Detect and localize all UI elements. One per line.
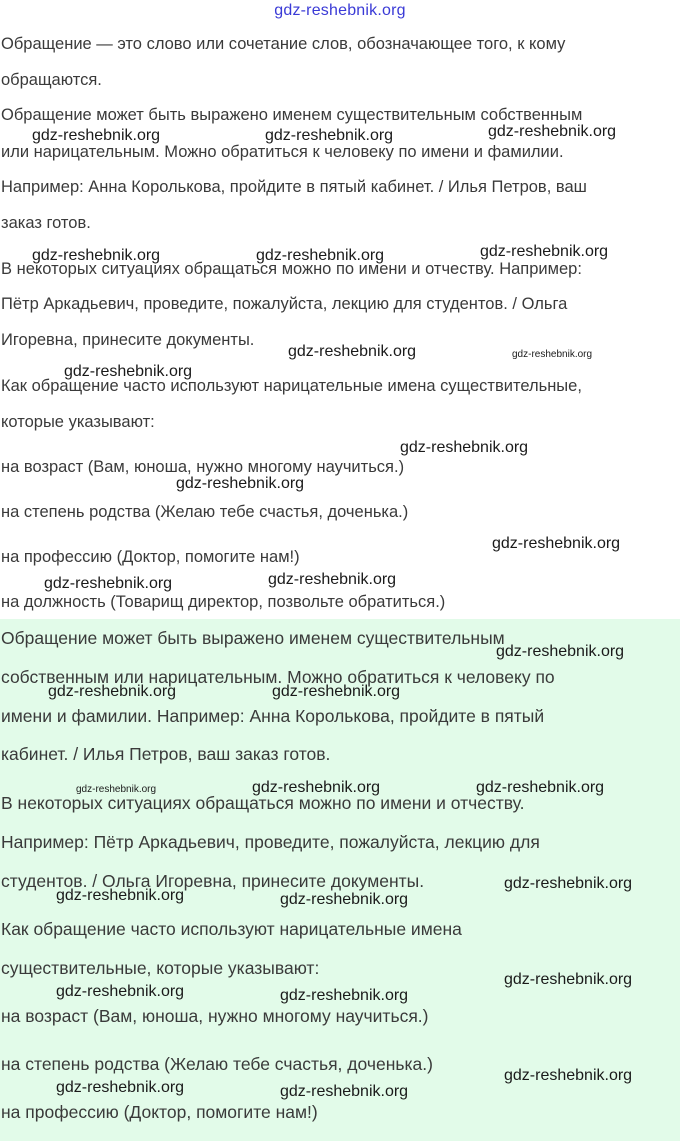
watermark: gdz-reshebnik.org bbox=[504, 971, 633, 988]
watermark: gdz-reshebnik.org bbox=[512, 349, 593, 360]
paragraph-line: Игоревна, принесите документы. bbox=[1, 331, 255, 349]
watermark: gdz-reshebnik.org bbox=[76, 784, 157, 795]
paragraph-line: Обращение может быть выражено именем существительным bbox=[1, 628, 505, 648]
list-item-age: на возраст (Вам, юноша, нужно многому научиться.) bbox=[1, 1006, 429, 1026]
watermark: gdz-reshebnik.org bbox=[400, 439, 529, 456]
paragraph-line: собственным или нарицательным. Можно обратиться к человеку по bbox=[1, 667, 555, 687]
paragraph-line: Обращение может быть выражено именем существительным собственным bbox=[1, 106, 583, 124]
watermark: gdz-reshebnik.org bbox=[268, 571, 397, 588]
watermark: gdz-reshebnik.org bbox=[32, 127, 161, 144]
paragraph-line: Например: Анна Королькова, пройдите в пятый кабинет. / Илья Петров, ваш bbox=[1, 178, 587, 196]
watermark: gdz-reshebnik.org bbox=[280, 1083, 409, 1100]
paragraph-line: В некоторых ситуациях обращаться можно по имени и отчеству. bbox=[1, 793, 525, 813]
watermark: gdz-reshebnik.org bbox=[32, 247, 161, 264]
paragraph-line: кабинет. / Илья Петров, ваш заказ готов. bbox=[1, 744, 331, 764]
paragraph-line: Пётр Аркадьевич, проведите, пожалуйста, лекцию для студентов. / Ольга bbox=[1, 295, 568, 313]
paragraph-line: Как обращение часто используют нарицательные имена bbox=[1, 919, 462, 939]
watermark: gdz-reshebnik.org bbox=[496, 643, 625, 660]
watermark: gdz-reshebnik.org bbox=[64, 363, 193, 380]
list-item-position: на должность (Товарищ директор, позвольте обратиться.) bbox=[1, 593, 446, 611]
list-item-age: на возраст (Вам, юноша, нужно многому научиться.) bbox=[1, 458, 405, 476]
watermark: gdz-reshebnik.org bbox=[56, 1079, 185, 1096]
list-item-kinship: на степень родства (Желаю тебе счастья, доченька.) bbox=[1, 503, 409, 521]
paragraph-line: обращаются. bbox=[1, 71, 102, 89]
watermark: gdz-reshebnik.org bbox=[480, 243, 609, 260]
watermark: gdz-reshebnik.org bbox=[488, 123, 617, 140]
watermark: gdz-reshebnik.org bbox=[492, 535, 621, 552]
list-item-kinship: на степень родства (Желаю тебе счастья, доченька.) bbox=[1, 1054, 433, 1074]
paragraph-line: которые указывают: bbox=[1, 413, 155, 431]
watermark: gdz-reshebnik.org bbox=[265, 127, 394, 144]
paragraph-line: В некоторых ситуациях обращаться можно по имени и отчеству. Например: bbox=[1, 260, 582, 278]
list-item-profession: на профессию (Доктор, помогите нам!) bbox=[1, 1102, 318, 1122]
watermark: gdz-reshebnik.org bbox=[504, 1067, 633, 1084]
watermark: gdz-reshebnik.org bbox=[56, 887, 185, 904]
watermark: gdz-reshebnik.org bbox=[48, 683, 177, 700]
watermark: gdz-reshebnik.org bbox=[280, 891, 409, 908]
watermark: gdz-reshebnik.org bbox=[256, 247, 385, 264]
paragraph-line: или нарицательным. Можно обратиться к человеку по имени и фамилии. bbox=[1, 143, 564, 161]
watermark: gdz-reshebnik.org bbox=[476, 779, 605, 796]
watermark: gdz-reshebnik.org bbox=[252, 779, 381, 796]
watermark: gdz-reshebnik.org bbox=[56, 983, 185, 1000]
watermark: gdz-reshebnik.org bbox=[504, 875, 633, 892]
watermark: gdz-reshebnik.org bbox=[280, 987, 409, 1004]
paragraph-line: имени и фамилии. Например: Анна Королькова, пройдите в пятый bbox=[1, 706, 545, 726]
site-header-watermark: gdz-reshebnik.org bbox=[274, 2, 406, 19]
paragraph-line: Обращение — это слово или сочетание слов, обозначающее того, к кому bbox=[1, 35, 566, 53]
paragraph-line: заказ готов. bbox=[1, 214, 91, 232]
paragraph-line: Например: Пётр Аркадьевич, проведите, пожалуйста, лекцию для bbox=[1, 832, 540, 852]
list-item-profession: на профессию (Доктор, помогите нам!) bbox=[1, 548, 300, 566]
paragraph-line: студентов. / Ольга Игоревна, принесите документы. bbox=[1, 871, 425, 891]
watermark: gdz-reshebnik.org bbox=[176, 475, 305, 492]
paragraph-line: существительные, которые указывают: bbox=[1, 958, 320, 978]
watermark: gdz-reshebnik.org bbox=[44, 575, 173, 592]
watermark: gdz-reshebnik.org bbox=[272, 683, 401, 700]
paragraph-line: Как обращение часто используют нарицательные имена существительные, bbox=[1, 377, 582, 395]
watermark: gdz-reshebnik.org bbox=[288, 343, 417, 360]
